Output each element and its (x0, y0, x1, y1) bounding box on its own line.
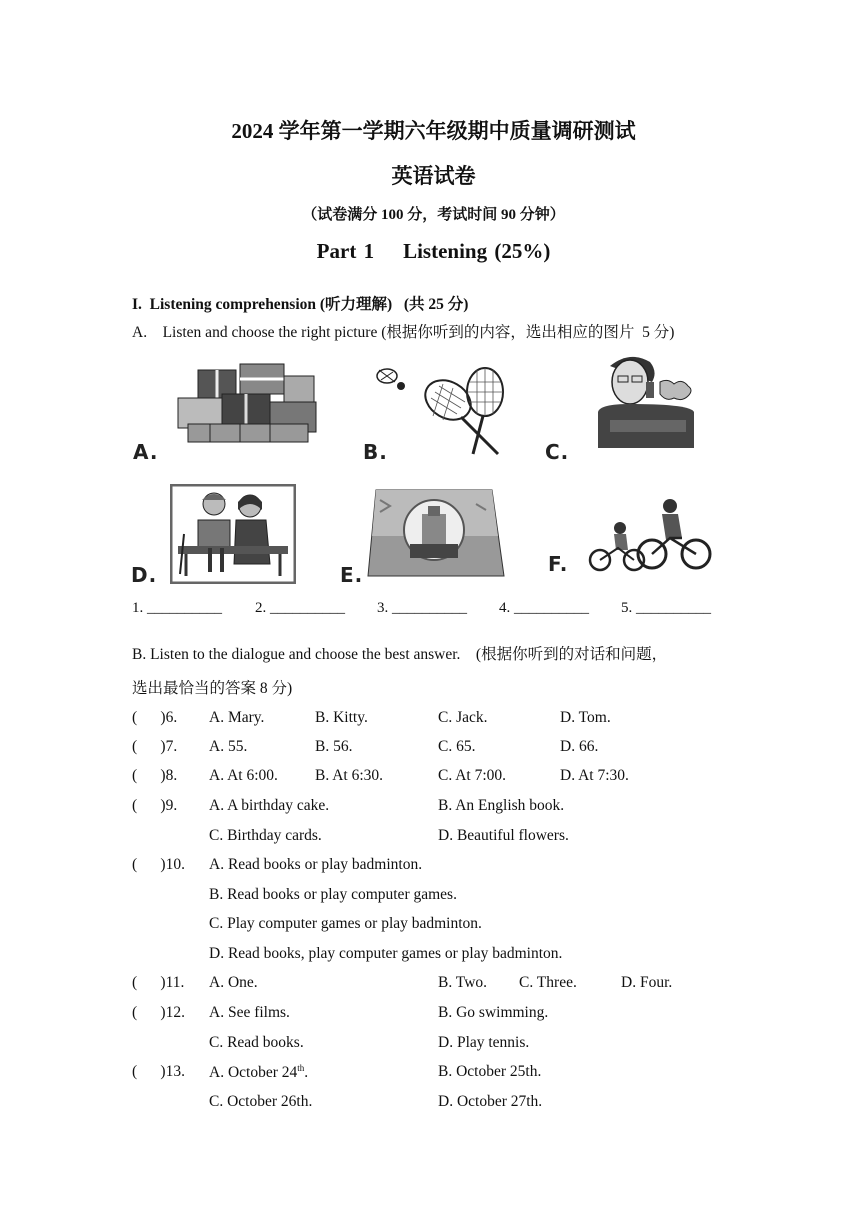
question-number-11: ( )11. (132, 974, 185, 991)
q8-option-c: C. At 7:00. (438, 767, 507, 784)
q12-option-b: B. Go swimming. (438, 1004, 549, 1021)
picture-letter-f: F. (548, 552, 569, 576)
q8-option-a: A. At 6:00. (209, 767, 278, 784)
blank-3[interactable]: 3. __________ (377, 600, 467, 616)
desk-calendar-icon (366, 486, 506, 582)
part-a-instruction: A. Listen and choose the right picture (根据你听到的内容，选出相应的图片 5 分) (132, 324, 675, 341)
q13-option-c: C. October 26th. (209, 1093, 313, 1110)
q10-option-c: C. Play computer games or play badminton. (209, 915, 482, 932)
question-number-12: ( )12. (132, 1004, 185, 1021)
question-number-7: ( )7. (132, 738, 178, 755)
q7-option-a: A. 55. (209, 738, 248, 755)
q12-option-d: D. Play tennis. (438, 1034, 530, 1051)
q9-option-c: C. Birthday cards. (209, 827, 322, 844)
question-number-8: ( )8. (132, 767, 178, 784)
cycling-family-icon (586, 498, 712, 574)
q8-option-b: B. At 6:30. (315, 767, 384, 784)
q7-option-d: D. 66. (560, 738, 599, 755)
q10-option-a: A. Read books or play badminton. (209, 856, 423, 873)
part-b-instruction-line1: B. Listen to the dialogue and choose the best answer. (根据你听到的对话和问题， (132, 646, 668, 663)
picture-letter-b: B. (363, 440, 388, 464)
q11-option-b: B. Two. (438, 974, 488, 991)
elderly-couple-icon (170, 484, 296, 584)
exam-note: （试卷满分 100 分，考试时间 90 分钟） (302, 207, 565, 223)
person-phone-icon (590, 352, 710, 452)
q13-option-a-end: . (304, 1064, 309, 1082)
gift-boxes-icon (170, 362, 320, 444)
q6-option-b: B. Kitty. (315, 709, 368, 726)
q13-option-a-text: A. October 24 (209, 1064, 298, 1082)
q10-option-b: B. Read books or play computer games. (209, 886, 457, 903)
q13-option-b: B. October 25th. (438, 1063, 542, 1080)
q8-option-d: D. At 7:30. (560, 767, 629, 784)
question-number-6: ( )6. (132, 709, 178, 726)
q13-option-a (209, 1063, 308, 1082)
q13-option-a-sup: th (297, 1063, 305, 1073)
q6-option-c: C. Jack. (438, 709, 488, 726)
q6-option-d: D. Tom. (560, 709, 611, 726)
blank-1[interactable]: 1. __________ (132, 600, 222, 616)
badminton-icon (373, 362, 513, 457)
picture-letter-a: A. (133, 440, 159, 464)
q9-option-d: D. Beautiful flowers. (438, 827, 569, 844)
question-number-10: ( )10. (132, 856, 185, 873)
q11-option-c: C. Three. (519, 974, 577, 991)
q7-option-b: B. 56. (315, 738, 353, 755)
q9-option-a: A. A birthday cake. (209, 797, 330, 814)
part-b-instruction-line2: 选出最恰当的答案 8 分) (132, 680, 293, 697)
q11-option-d: D. Four. (621, 974, 673, 991)
blank-4[interactable]: 4. __________ (499, 600, 589, 616)
picture-letter-d: D. (131, 563, 158, 587)
q7-option-c: C. 65. (438, 738, 476, 755)
picture-letter-c: C. (545, 440, 570, 464)
blank-5[interactable]: 5. __________ (621, 600, 711, 616)
q6-option-a: A. Mary. (209, 709, 265, 726)
exam-subtitle: 英语试卷 (391, 164, 476, 188)
section-heading: I. Listening comprehension (听力理解) (共 25 分) (132, 296, 469, 313)
question-number-13: ( )13. (132, 1063, 185, 1080)
blank-2[interactable]: 2. __________ (255, 600, 345, 616)
q10-option-d: D. Read books, play computer games or play badminton. (209, 945, 563, 962)
question-number-9: ( )9. (132, 797, 178, 814)
part-heading: Part 1 Listening (25%) (316, 239, 551, 263)
exam-title: 2024 学年第一学期六年级期中质量调研测试 (231, 119, 636, 143)
q11-option-a: A. One. (209, 974, 258, 991)
q13-option-d: D. October 27th. (438, 1093, 543, 1110)
q12-option-a: A. See films. (209, 1004, 290, 1021)
picture-letter-e: E. (340, 563, 364, 587)
q9-option-b: B. An English book. (438, 797, 565, 814)
q12-option-c: C. Read books. (209, 1034, 304, 1051)
